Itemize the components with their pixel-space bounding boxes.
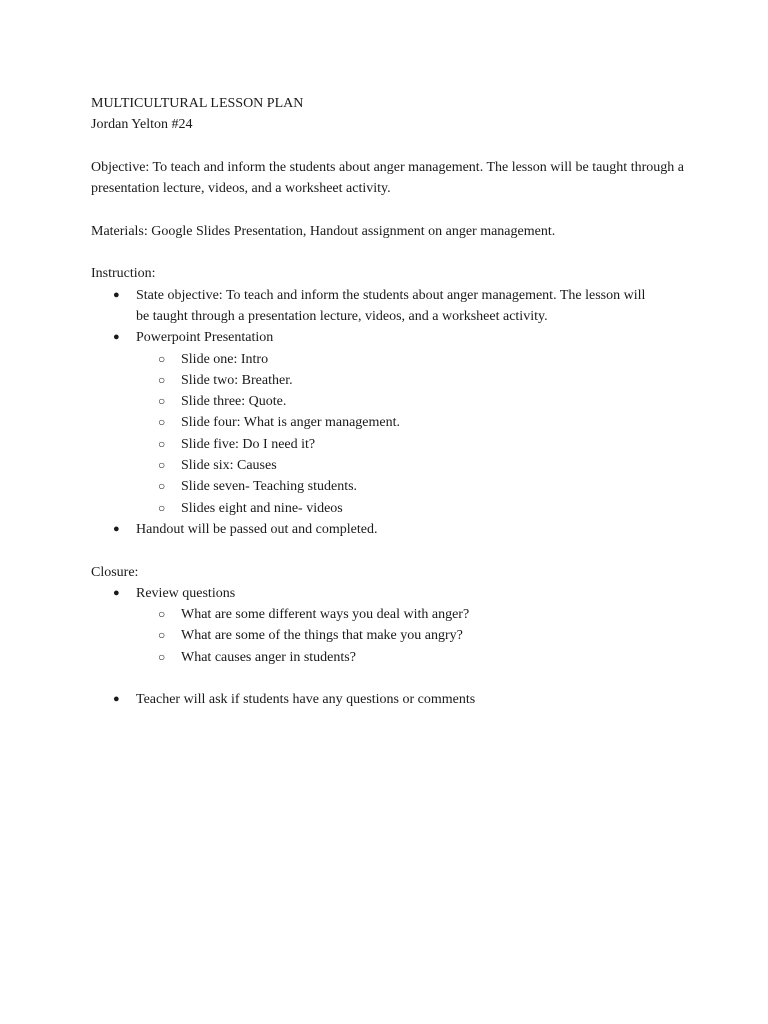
doc-author: Jordan Yelton #24 <box>91 117 193 133</box>
list-item-text: What are some of the things that make you angry? <box>181 628 463 644</box>
spacer <box>91 136 691 157</box>
list-item <box>136 434 691 455</box>
list-item <box>136 349 691 370</box>
list-item <box>136 455 691 476</box>
list-item <box>91 519 691 540</box>
list-item <box>136 625 691 646</box>
spacer <box>91 668 691 689</box>
spacer <box>91 540 691 561</box>
list-item-text: Teacher will ask if students have any questions or comments <box>136 692 476 708</box>
closure-list <box>91 583 691 668</box>
list-item <box>91 583 691 668</box>
objective-paragraph: Objective: To teach and inform the students about anger management. The lesson will be taught through a presentation lecture, videos, and a worksheet activity. <box>91 159 684 197</box>
list-item-text: Slide three: Quote. <box>181 394 287 410</box>
materials-paragraph: Materials: Google Slides Presentation, Handout assignment on anger management. <box>91 223 556 239</box>
circle-bullet-icon: ○ <box>158 607 166 622</box>
document-page <box>91 93 691 711</box>
list-item <box>136 412 691 433</box>
bullet-icon: ● <box>113 288 120 301</box>
bullet-icon: ● <box>113 693 120 706</box>
list-item <box>136 391 691 412</box>
list-item <box>91 285 691 328</box>
instruction-heading: Instruction: <box>91 266 156 282</box>
doc-title: MULTICULTURAL LESSON PLAN <box>91 96 304 111</box>
list-item <box>91 327 691 519</box>
circle-bullet-icon: ○ <box>158 649 166 664</box>
list-item-text: Slide one: Intro <box>181 351 269 367</box>
spacer <box>91 199 691 220</box>
circle-bullet-icon: ○ <box>158 628 166 643</box>
bullet-icon: ● <box>113 522 120 535</box>
list-item <box>136 370 691 391</box>
list-item-text: Slide seven- Teaching students. <box>181 479 358 495</box>
list-item-text: Slide four: What is anger management. <box>181 415 401 431</box>
list-item <box>91 689 691 710</box>
circle-bullet-icon: ○ <box>158 479 166 494</box>
list-item-text: Slides eight and nine- videos <box>181 500 343 516</box>
circle-bullet-icon: ○ <box>158 415 166 430</box>
bullet-icon: ● <box>113 586 120 599</box>
list-item-text: Handout will be passed out and completed. <box>136 521 378 537</box>
list-item-text: State objective: To teach and inform the students about anger management. The lesson will be taught through a presentation lecture, videos, and a worksheet activity. <box>136 287 646 324</box>
circle-bullet-icon: ○ <box>158 500 166 515</box>
circle-bullet-icon: ○ <box>158 436 166 451</box>
list-item-text: Review questions <box>136 585 236 601</box>
questions-list <box>136 604 691 668</box>
bullet-icon: ● <box>113 331 120 344</box>
circle-bullet-icon: ○ <box>158 351 166 366</box>
list-item-text: Slide six: Causes <box>181 458 277 474</box>
list-item-text: Powerpoint Presentation <box>136 330 274 346</box>
closure-heading: Closure: <box>91 564 139 580</box>
instruction-list <box>91 285 691 541</box>
list-item <box>136 498 691 519</box>
circle-bullet-icon: ○ <box>158 372 166 387</box>
circle-bullet-icon: ○ <box>158 458 166 473</box>
closure-final-list <box>91 689 691 710</box>
list-item-text: What are some different ways you deal with anger? <box>181 607 470 623</box>
spacer <box>91 242 691 263</box>
slides-list <box>136 349 691 519</box>
list-item <box>136 604 691 625</box>
list-item <box>136 476 691 497</box>
list-item-text: Slide two: Breather. <box>181 372 293 388</box>
list-item <box>136 647 691 668</box>
list-item-text: What causes anger in students? <box>181 649 356 665</box>
circle-bullet-icon: ○ <box>158 394 166 409</box>
list-item-text: Slide five: Do I need it? <box>181 436 316 452</box>
